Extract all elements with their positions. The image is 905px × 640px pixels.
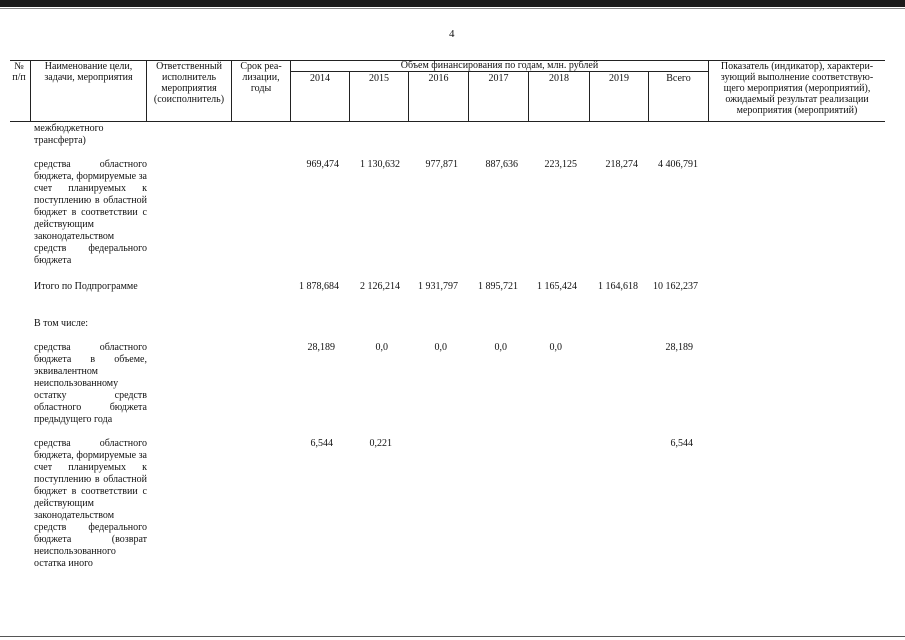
row-label: Итого по Подпрограмме: [34, 281, 138, 292]
header-year-2019: 2019: [609, 73, 629, 84]
header-total: Всего: [666, 73, 691, 84]
cell-value: 1 164,618: [598, 281, 638, 292]
cell-value: 4 406,791: [658, 159, 698, 170]
header-year-2016: 2016: [428, 73, 449, 84]
cell-value: 10 162,237: [653, 281, 698, 292]
row-label: средства областного бюджета в объеме, эквивалентном неиспользованному остатку средств областного бюджета предыдущего года: [34, 342, 147, 425]
cell-value: 218,274: [605, 159, 638, 170]
header-col-number: № п/п: [12, 61, 26, 83]
header-col-term: Срок реа- лизации, годы: [240, 61, 282, 94]
row-label: средства областного бюджета, формируемые за счет планируемых к поступлению в областной бюджет в соответствии с действующим законодательством средств федерального бюджета: [34, 159, 147, 266]
scan-top-border: [0, 0, 905, 7]
row-label: межбюджетного трансферта): [34, 123, 104, 146]
cell-value: 969,474: [306, 159, 339, 170]
cell-value: 28,189: [665, 342, 693, 353]
finance-subheader-rule: [290, 71, 708, 72]
cell-value: 223,125: [544, 159, 577, 170]
row-label: В том числе:: [34, 318, 89, 329]
cell-value: 0,0: [549, 342, 562, 353]
cell-value: 1 931,797: [418, 281, 458, 292]
cell-value: 28,189: [307, 342, 335, 353]
header-bottom-rule: [10, 121, 885, 122]
header-year-2017: 2017: [488, 73, 509, 84]
cell-value: 2 126,214: [360, 281, 400, 292]
cell-value: 1 895,721: [478, 281, 518, 292]
cell-value: 977,871: [425, 159, 458, 170]
cell-value: 1 165,424: [537, 281, 577, 292]
header-year-2014: 2014: [310, 73, 330, 84]
cell-value: 0,0: [434, 342, 447, 353]
cell-value: 6,544: [670, 438, 693, 449]
scan-bottom-border: [0, 636, 905, 637]
header-year-2015: 2015: [369, 73, 389, 84]
header-col-finance: Объем финансирования по годам, млн. рублей: [400, 60, 599, 71]
header-col-name: Наименование цели, задачи, мероприятия: [44, 61, 133, 83]
header-col-indicator: Показатель (индикатор), характери- зующий выполнение соответствую- щего мероприятия (мероприятий), ожидаемый результат реализации мероприятия (мероприятий): [720, 61, 874, 116]
cell-value: 1 130,632: [360, 159, 400, 170]
cell-value: 0,221: [369, 438, 392, 449]
cell-value: 887,636: [485, 159, 518, 170]
cell-value: 0,0: [494, 342, 507, 353]
scan-top-border-line: [0, 8, 905, 9]
page-number: 4: [449, 28, 455, 40]
header-year-2018: 2018: [549, 73, 569, 84]
header-col-responsible: Ответственный исполнитель мероприятия (соисполнитель): [153, 61, 225, 105]
cell-value: 1 878,684: [299, 281, 339, 292]
cell-value: 0,0: [375, 342, 388, 353]
cell-value: 6,544: [310, 438, 333, 449]
row-label: средства областного бюджета, формируемые за счет планируемых к поступлению в областной бюджет в соответствии с действующим законодательством средств федерального бюджета (возврат неиспользованного остатка иного: [34, 438, 147, 569]
